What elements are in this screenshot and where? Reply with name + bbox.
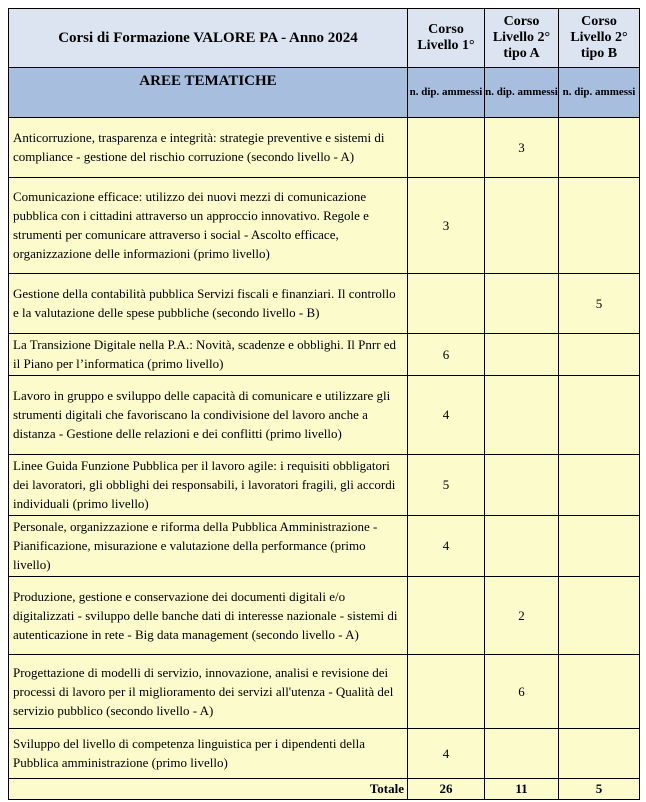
col-header-level1: Corso Livello 1° — [408, 9, 485, 68]
count-level2b — [559, 178, 640, 274]
total-level2a: 11 — [485, 779, 559, 800]
subheader-level2a: n. dip. ammessi — [485, 68, 559, 118]
count-level1: 4 — [408, 729, 485, 779]
total-level2b: 5 — [559, 779, 640, 800]
totals-row — [9, 779, 640, 800]
count-level2b — [559, 455, 640, 516]
table-title: Corsi di Formazione VALORE PA - Anno 2024 — [9, 9, 408, 68]
count-level1 — [408, 655, 485, 729]
table-row — [9, 274, 640, 334]
topic-description: Gestione della contabilità pubblica Servizi fiscali e finanziari. Il controllo e la valutazione delle spese pubbliche (secondo livello - B) — [9, 274, 408, 334]
count-level2a — [485, 376, 559, 455]
count-level2a — [485, 516, 559, 577]
topic-description: Produzione, gestione e conservazione dei documenti digitali e/o digitalizzati - sviluppo delle banche dati di interesse nazionale - sistemi di autenticazione in rete - Big data management (secondo livello - A) — [9, 577, 408, 655]
count-level1 — [408, 577, 485, 655]
col-header-level2a: Corso Livello 2° tipo A — [485, 9, 559, 68]
total-level1: 26 — [408, 779, 485, 800]
table-row — [9, 577, 640, 655]
topic-description: Anticorruzione, trasparenza e integrità: strategie preventive e sistemi di compliance - gestione del rischio corruzione (secondo livello - A) — [9, 118, 408, 178]
table-row — [9, 118, 640, 178]
count-level1 — [408, 118, 485, 178]
topic-description: Progettazione di modelli di servizio, innovazione, analisi e revisione dei processi di lavoro per il miglioramento dei servizi all'utenza - Qualità del servizio pubblico (secondo livello - A) — [9, 655, 408, 729]
count-level2a: 3 — [485, 118, 559, 178]
count-level2a — [485, 455, 559, 516]
count-level2b: 5 — [559, 274, 640, 334]
topic-description: Sviluppo del livello di competenza linguistica per i dipendenti della Pubblica amministrazione (primo livello) — [9, 729, 408, 779]
count-level2b — [559, 655, 640, 729]
count-level2b — [559, 334, 640, 376]
topic-description: Comunicazione efficace: utilizzo dei nuovi mezzi di comunicazione pubblica con i cittadini attraverso un approccio innovativo. Regole e strumenti per comunicare attraverso i social - Ascolto efficace, organizzazione delle informazioni (primo livello) — [9, 178, 408, 274]
count-level2b — [559, 729, 640, 779]
count-level2a — [485, 729, 559, 779]
table-row — [9, 655, 640, 729]
count-level2a — [485, 334, 559, 376]
table-row — [9, 455, 640, 516]
col-header-level2b: Corso Livello 2° tipo B — [559, 9, 640, 68]
count-level2b — [559, 577, 640, 655]
table-row — [9, 334, 640, 376]
table-row — [9, 178, 640, 274]
count-level1: 6 — [408, 334, 485, 376]
count-level2a — [485, 274, 559, 334]
count-level1: 5 — [408, 455, 485, 516]
topic-description: Lavoro in gruppo e sviluppo delle capacità di comunicare e utilizzare gli strumenti digitali che favoriscano la condivisione del lavoro anche a distanza - Gestione delle relazioni e dei conflitti (primo livello) — [9, 376, 408, 455]
table-header-row — [9, 9, 640, 68]
count-level2a: 6 — [485, 655, 559, 729]
topic-description: Linee Guida Funzione Pubblica per il lavoro agile: i requisiti obbligatori dei lavoratori, gli obblighi dei responsabili, i lavoratori fragili, gli accordi individuali (primo livello) — [9, 455, 408, 516]
courses-table — [8, 8, 640, 800]
topic-description: Personale, organizzazione e riforma della Pubblica Amministrazione - Pianificazione, misurazione e valutazione della performance (primo livello) — [9, 516, 408, 577]
table-row — [9, 516, 640, 577]
count-level1: 3 — [408, 178, 485, 274]
subheader-level1: n. dip. ammessi — [408, 68, 485, 118]
count-level1: 4 — [408, 376, 485, 455]
aree-tematiche-header: AREE TEMATICHE — [9, 68, 408, 118]
table-row — [9, 376, 640, 455]
topic-description: La Transizione Digitale nella P.A.: Novità, scadenze e obblighi. Il Pnrr ed il Piano per l’informatica (primo livello) — [9, 334, 408, 376]
count-level1: 4 — [408, 516, 485, 577]
count-level2a: 2 — [485, 577, 559, 655]
count-level2a — [485, 178, 559, 274]
count-level2b — [559, 376, 640, 455]
count-level2b — [559, 118, 640, 178]
totals-label: Totale — [9, 779, 408, 800]
count-level1 — [408, 274, 485, 334]
subheader-level2b: n. dip. ammessi — [559, 68, 640, 118]
table-subheader-row — [9, 68, 640, 118]
count-level2b — [559, 516, 640, 577]
table-row — [9, 729, 640, 779]
